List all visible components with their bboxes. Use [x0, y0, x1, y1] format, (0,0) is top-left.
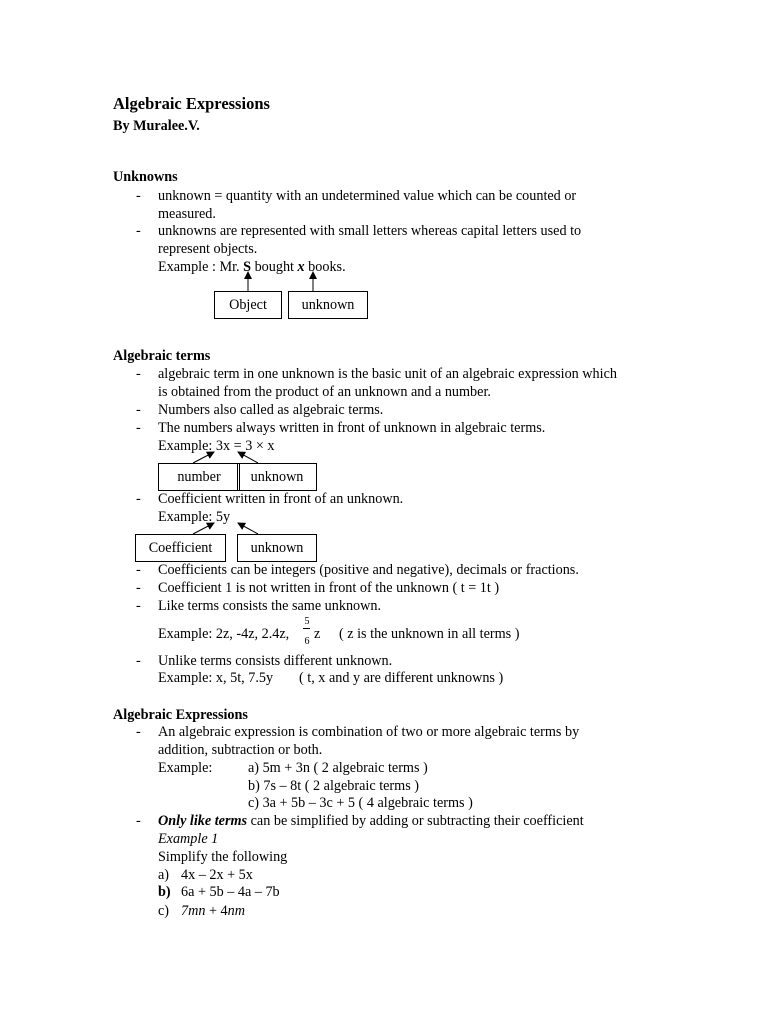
section-heading-algebraic-expressions: Algebraic Expressions: [113, 707, 248, 723]
bullet-dash: -: [136, 420, 141, 436]
text-line: Like terms consists the same unknown.: [158, 598, 382, 614]
question-label: b): [158, 884, 171, 900]
bullet-dash: -: [136, 188, 141, 204]
question-text: 6a + 5b – 4a – 7b: [181, 884, 280, 900]
arrow-to-coefficient: [193, 523, 214, 534]
example-item: a) 5m + 3n ( 2 algebraic terms ): [248, 760, 428, 776]
section-heading-unknowns: Unknowns: [113, 169, 178, 185]
bullet-dash: -: [136, 653, 141, 669]
coefficient-box: Coefficient: [135, 534, 226, 562]
example-label: Example:: [158, 760, 213, 776]
text-line: Coefficient 1 is not written in front of the unknown ( t = 1t ): [158, 580, 500, 596]
arrow-to-unknown-y: [238, 523, 258, 534]
bullet-dash: -: [136, 562, 141, 578]
bullet-dash: -: [136, 580, 141, 596]
unknown-letter: x: [297, 259, 305, 275]
text-span: z: [314, 626, 321, 642]
bullet-dash: -: [136, 223, 141, 239]
example-note: ( t, x and y are different unknowns ): [299, 670, 504, 686]
text-line: Simplify the following: [158, 849, 288, 865]
unknown-box: unknown: [237, 534, 317, 562]
question-label: c): [158, 903, 170, 919]
bullet-dash: -: [136, 366, 141, 382]
example-line: Example: 3x = 3 × x: [158, 438, 275, 454]
text-line: unknown = quantity with an undetermined value which can be counted or: [158, 188, 577, 204]
author-line: By Muralee.V.: [113, 118, 200, 134]
unknown-box: unknown: [288, 291, 368, 319]
example-line: Example: x, 5t, 7.5y: [158, 670, 274, 686]
arrow-to-unknown: [238, 452, 258, 463]
object-box: Object: [214, 291, 282, 319]
question-text: 4x – 2x + 5x: [181, 867, 253, 883]
text-line: measured.: [158, 206, 216, 222]
object-letter: S: [243, 259, 252, 275]
example-item: c) 3a + 5b – 3c + 5 ( 4 algebraic terms ): [248, 795, 473, 811]
fraction-numerator: 5: [304, 616, 310, 627]
section-heading-algebraic-terms: Algebraic terms: [113, 348, 211, 364]
text-span: nm: [227, 903, 245, 919]
text-line: Coefficient written in front of an unknown.: [158, 491, 404, 507]
question-label: a): [158, 867, 170, 883]
bullet-dash: -: [136, 491, 141, 507]
text-span: bought: [251, 259, 298, 275]
text-line: An algebraic expression is combination of two or more algebraic terms by: [158, 724, 580, 740]
text-line: addition, subtraction or both.: [158, 742, 323, 758]
text-line: represent objects.: [158, 241, 258, 257]
page-title: Algebraic Expressions: [113, 94, 270, 113]
unknown-box: unknown: [237, 463, 317, 491]
emphasis-text: Only like terms: [158, 813, 248, 829]
example-note: ( z is the unknown in all terms ): [339, 626, 520, 642]
fraction-denominator: 6: [304, 636, 310, 647]
text-span: + 4: [205, 903, 228, 919]
text-line: Unlike terms consists different unknown.: [158, 653, 393, 669]
text-line: Numbers also called as algebraic terms.: [158, 402, 384, 418]
example-heading: Example 1: [158, 831, 219, 847]
text-line: Coefficients can be integers (positive and negative), decimals or fractions.: [158, 562, 579, 578]
bullet-dash: -: [136, 402, 141, 418]
bullet-dash: -: [136, 598, 141, 614]
text-line: The numbers always written in front of unknown in algebraic terms.: [158, 420, 546, 436]
example-line: Example: 5y: [158, 509, 231, 525]
bullet-dash: -: [136, 813, 141, 829]
bullet-dash: -: [136, 724, 141, 740]
text-line: algebraic term in one unknown is the basic unit of an algebraic expression which: [158, 366, 617, 382]
text-span: 7mn: [181, 903, 206, 919]
example-line: Example: 2z, -4z, 2.4z,: [158, 626, 290, 642]
text-span: can be simplified by adding or subtracting their coefficient: [247, 813, 584, 829]
text-span: books.: [304, 259, 346, 275]
number-box: number: [158, 463, 240, 491]
arrow-to-number: [193, 452, 214, 463]
example-item: b) 7s – 8t ( 2 algebraic terms ): [248, 778, 419, 794]
text-span: Example : Mr.: [158, 259, 244, 275]
text-line: unknowns are represented with small letters whereas capital letters used to: [158, 223, 582, 239]
text-line: is obtained from the product of an unknown and a number.: [158, 384, 491, 400]
